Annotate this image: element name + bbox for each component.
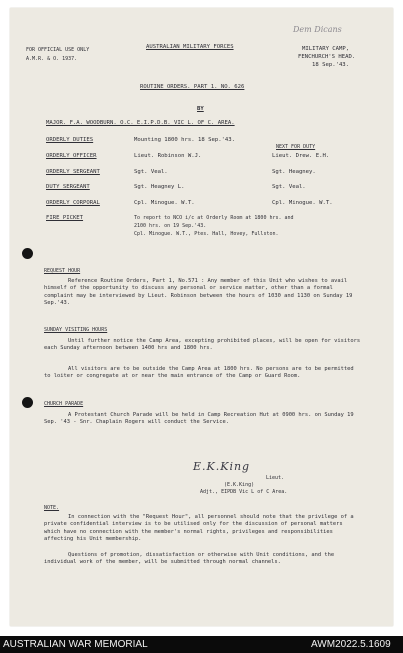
- document-page: [10, 8, 393, 626]
- accession-number: AWM2022.5.1609: [311, 639, 391, 650]
- commanding-officer: MAJOR. F.A. WOODBURN. O.C. E.I.P.D.B. VIC L. OF C. AREA.: [46, 120, 235, 126]
- signatory-name: (E.K.King): [224, 482, 255, 488]
- next-for-duty-label: NEXT FOR DUTY: [276, 144, 316, 150]
- duty-sergeant-label: DUTY SERGEANT: [46, 184, 90, 190]
- orderly-corporal-next: Cpl. Minogue. W.T.: [272, 200, 333, 206]
- signature-script: E.K.King: [193, 460, 251, 473]
- by-line: BY: [197, 106, 204, 112]
- orderly-corporal-value: Cpl. Minogue. W.T.: [134, 200, 195, 206]
- church-parade-heading: CHURCH PARADE: [44, 401, 84, 407]
- orderly-duties-label: ORDERLY DUTIES: [46, 137, 94, 143]
- orderly-sergeant-label: ORDERLY SERGEANT: [46, 169, 100, 175]
- note-body-2: Questions of promotion, dissatisfaction or otherwise with Unit conditions, and the individual work of the member, will be submitted through normal channels.: [44, 552, 335, 566]
- orderly-sergeant-next: Sgt. Heagney.: [272, 169, 316, 175]
- classification-line-1: FOR OFFICIAL USE ONLY: [26, 47, 90, 53]
- note-body-1: In connection with the "Request Hour", all personnel should note that the privilege of a private confidential interview is to be utilised only for the discussion of personal matters which have no connection with the member's normal rights, privileges and responsibilities affecting his Unit membership.: [44, 514, 354, 543]
- request-hour-heading: REQUEST HOUR: [44, 268, 81, 274]
- organisation-heading: AUSTRALIAN MILITARY FORCES: [146, 44, 234, 50]
- fire-picket-line-3: Cpl. Minogue. W.T., Ptes. Hall, Hovey, Fullston.: [134, 231, 279, 237]
- orderly-corporal-label: ORDERLY CORPORAL: [46, 200, 100, 206]
- fire-picket-line-1: To report to NCO i/c at Orderly Room at 1800 hrs. and: [134, 215, 294, 221]
- archive-footer: [0, 636, 403, 653]
- orderly-officer-value: Lieut. Robinson W.J.: [134, 153, 202, 159]
- visiting-hours-heading: SUNDAY VISITING HOURS: [44, 327, 108, 333]
- orderly-duties-value: Mounting 1800 hrs. 18 Sep.'43.: [134, 137, 236, 143]
- handwritten-note: Dem Dicans: [293, 25, 342, 34]
- duty-sergeant-value: Sgt. Heagney L.: [134, 184, 185, 190]
- location-line-1: MILITARY CAMP,: [302, 46, 350, 52]
- classification-line-2: A.M.R. & O. 1937.: [26, 56, 78, 62]
- punch-hole-bottom: [22, 397, 33, 408]
- signatory-role: Adjt., EIPDB Vic L of C Area.: [200, 489, 288, 495]
- church-parade-body: A Protestant Church Parade will be held in Camp Recreation Hut at 0900 hrs. on Sunday 19 Sep. '43 - Snr. Chaplain Rogers will conduct the Service.: [44, 412, 354, 426]
- orderly-officer-label: ORDERLY OFFICER: [46, 153, 97, 159]
- document-title: ROUTINE ORDERS. PART 1. NO. 626: [140, 84, 245, 90]
- orderly-officer-next: Lieut. Drew. E.H.: [272, 153, 330, 159]
- document-date: 18 Sep.'43.: [312, 62, 350, 68]
- fire-picket-line-2: 2100 hrs. on 19 Sep.'43.: [134, 223, 207, 229]
- request-hour-body: Reference Routine Orders, Part 1, No.571 : Any member of this Unit who wishes to avail himself of the opportunity to discuss any personal or service matter, other than a formal complaint may be interviewed by Lieut. Robinson between the hours of 1030 and 1130 on Sunday 19 Sep.'43.: [44, 278, 353, 307]
- signatory-rank: Lieut.: [266, 475, 285, 481]
- fire-picket-label: FIRE PICKET: [46, 215, 84, 221]
- institution-name: AUSTRALIAN WAR MEMORIAL: [3, 639, 148, 650]
- orderly-sergeant-value: Sgt. Veal.: [134, 169, 168, 175]
- location-line-2: FENCHURCH'S HEAD.: [298, 54, 356, 60]
- visiting-hours-body-1: Until further notice the Camp Area, excepting prohibited places, will be open for visitors each Sunday afternoon between 1400 hrs and 1800 hrs.: [44, 338, 361, 352]
- visiting-hours-body-2: All visitors are to be outside the Camp Area at 1800 hrs. No persons are to be permitted to loiter or congregate at or near the main entrance of the Camp or Guard Room.: [44, 366, 354, 380]
- note-heading: NOTE.: [44, 505, 60, 511]
- duty-sergeant-next: Sgt. Veal.: [272, 184, 306, 190]
- punch-hole-top: [22, 248, 33, 259]
